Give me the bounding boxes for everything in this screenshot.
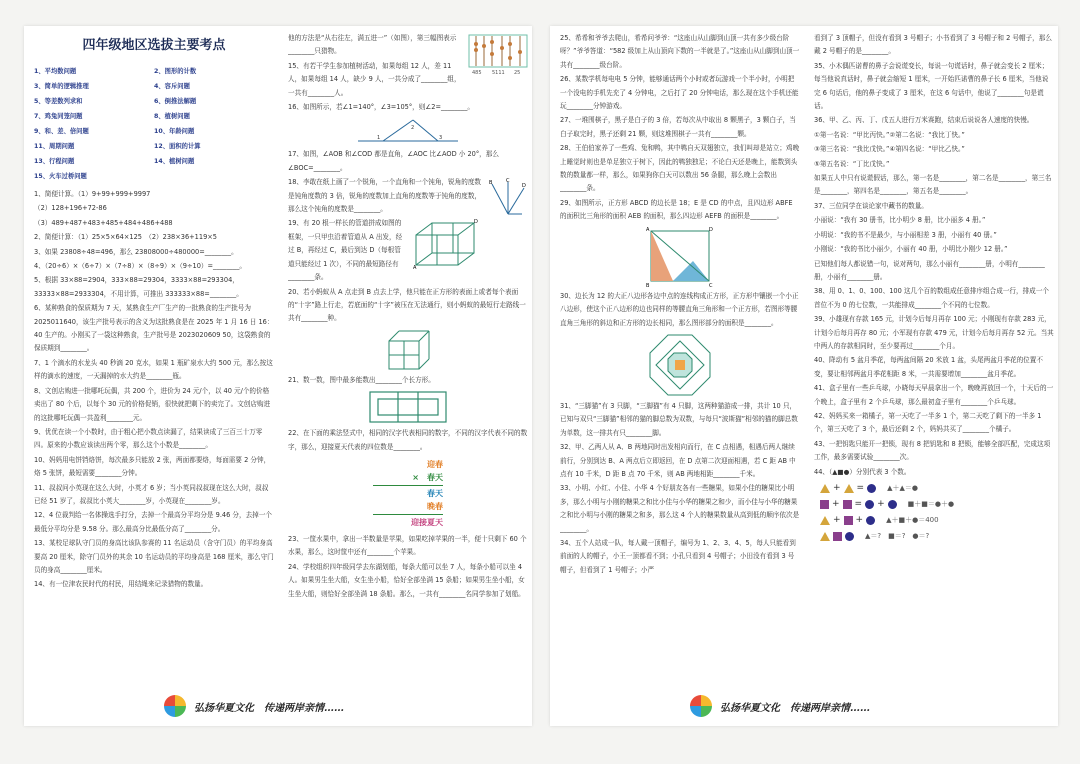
mult-row: × 春天 — [412, 472, 443, 482]
question: 26、某数学机每电电 5 分钟，能够通话两个小时或者玩游戏一个半小时，小明把一个没电的手机先充了 4 分钟电，之后打了 20 分钟电话，那么现在这个手机还能玩________分钟游戏。 — [560, 75, 799, 111]
puzzle-row — [820, 528, 1054, 544]
question: 15、有若干学生参加植树活动，如果每组 12 人，差 11 人，如果每组 14 人，缺少 9 人，一共分成了________组，一共有________人。 — [288, 61, 461, 97]
triangle-icon — [820, 516, 830, 525]
question: 20、若小蚂蚁从 A 点走到 B 点去上学，他只能在正方形的表面上或者每个表面的“十字”路上行走，若底面的“十字”被压在无法通行，则小蚂蚁的最短行走路线一共有________种。 — [288, 287, 526, 323]
question: ③第三名说：“我比戊快。”④第四名说：“甲比乙快。” — [814, 145, 965, 154]
puzzle-text: ▲＋▲＝● — [887, 484, 918, 492]
question: 11、叔叔问小英现在这么大时，小英才 6 岁；当小英同叔叔现在这么大时，叔叔已经 51 岁了，叔叔比小英大________岁，小英现在________岁。 — [34, 483, 269, 505]
question: 9、优优在读一个小数时，由于粗心把小数点读漏了，结果读成了三百三十万零四。原来的小数应该读出两个零，那么这个小数是________。 — [34, 427, 263, 450]
topic-item: 4、容斥问题 — [154, 83, 190, 90]
circle-icon — [867, 484, 876, 493]
page-title: 四年级地区选拔主要考点 — [82, 38, 226, 53]
svg-text:1: 1 — [377, 135, 381, 142]
question: 看到了 3 顶帽子，但没有看到 3 号帽子；小书看到了 3 号帽子和 2 号帽子，那么戴 2 号帽子的是________。 — [814, 34, 1052, 56]
question: 31、“三脚猫”有 3 只脚，“三脚猫”有 4 只脚，这两种猫游成一排，共计 10 只，已知与双只“三脚猫”相邻的猫的脚总数为双数，与每只“波斯猫”相邻的猫的脚总数为单数，这一排共有只________脚。 — [560, 401, 798, 437]
question: 17、如图，∠AOB 和∠COD 都是直角，∠AOC 比∠AOD 小 20°，那么∠BOC=________。 — [288, 150, 499, 172]
tally-label: 25 — [514, 70, 521, 76]
svg-text:A: A — [646, 226, 650, 233]
topic-item: 6、倒推法解题 — [154, 98, 197, 105]
left-column-2 — [288, 32, 528, 686]
tally-figure — [468, 34, 528, 76]
question: 43、一把钥匙只能开一把锁，现有 8 把钥匙和 8 把锁，能够全部匹配，完成这项工作，最多需要试验________次。 — [814, 439, 1051, 462]
svg-text:C: C — [506, 178, 510, 185]
question: 21、数一数，图中最多能数出________个长方形。 — [288, 375, 435, 384]
circle-icon — [866, 516, 875, 525]
topic-item: 8、植树问题 — [154, 113, 190, 120]
question: 41、盒子里有一些乒乓球，小晓每天早晨拿出一个，晚晚再放回一个，十天后的一个晚上，盒子里有 2 个乒乓球，那么最初盒子里有________个乒乓球。 — [814, 384, 1054, 406]
question: 13、某校足球队守门员的身高比该队参赛的 11 名运动员（含守门员）的平均身高要高 20 厘米，除守门员外的其余 10 名运动员的平均身高是 168 厘米，那么守门员的身高________厘米。 — [34, 539, 274, 574]
brand-slogan: 弘扬华夏文化 传递两岸亲情…… — [720, 702, 870, 714]
topic-item: 7、鸡兔同笼问题 — [34, 113, 83, 120]
brand-logo-icon — [690, 695, 712, 717]
question: 5、根据 33×88=2904，333×88=29304，3333×88=293304，33333×88=2933304，不用计算，可推出 333333×88=________。 — [34, 276, 243, 298]
angle-figure-16 — [353, 117, 463, 145]
question: 18、李敢在纸上画了一个锐角，一个直角和一个钝角，锐角的度数是钝角度数的 3 倍，锐角的度数加上直角的度数等于钝角的度数，那么这个钝角的度数是________。 — [288, 178, 482, 214]
svg-text:B: B — [489, 180, 493, 187]
circle-icon — [865, 500, 874, 509]
topic-item: 2、图形的计数 — [154, 68, 197, 75]
topic-item: 3、简单的逻辑推理 — [34, 83, 89, 90]
right-footer — [690, 694, 870, 718]
square-icon — [843, 500, 852, 509]
question: 1、简便计算。（1）9+99+999+9997 — [34, 190, 151, 198]
mult-row: 春天 — [427, 488, 443, 498]
question: 12、4 位裁判给一名体操选手打分，去掉一个最高分平均分是 9.46 分，去掉一个最低分平均分是 9.58 分。那么最高分比最低分高了________分。 — [34, 511, 272, 533]
multiplication-puzzle — [373, 458, 443, 529]
circle-icon — [845, 532, 854, 541]
mult-row: 晚春 — [427, 501, 443, 511]
tally-label: 485 — [472, 70, 482, 76]
question: 44、（▲■●）分别代表 3 个数。 — [814, 467, 911, 476]
question: 24、学校组织四年级同学去东湖划船，每条大船可以坐 7 人，每条小船可以坐 4 人。如果男生坐大船，女生坐小船，恰好全部坐满 15 条船；如果男生坐小船，女生坐大船，则恰好全部坐满 18 条船。那么，一共有________名同学参加了划船。 — [288, 562, 525, 598]
question: 42、妈妈买来一箱橘子，第一天吃了一半多 1 个，第二天吃了剩下的一半多 1 个，第三天吃了 3 个，最后还剩 2 个，妈妈共买了________个橘子。 — [814, 411, 1042, 434]
puzzle-row: + = ▲＋▲＝● — [820, 480, 1054, 496]
question: 37、三位同学在谈论家中藏书的数量。 — [814, 201, 928, 210]
question: 10、妈妈用电饼铛烙饼，每次最多只能放 2 张，两面都要烙，每面需要 2 分钟，烙 5 张饼，最短需要________分钟。 — [34, 455, 271, 478]
question: 33、小明、小红、小佳、小华 4 个好朋友各有一些糖果，如果小佳的糖果比小明多，那么小明与小刚的糖果之和比小佳与小华的糖果之和少，而小佳与小华的糖果之和比小明与小刚的糖果之和多，那么这 4 个人的糖果数量从高到低的顺序依次是________。 — [560, 484, 800, 533]
topic-item: 1、平均数问题 — [34, 68, 77, 75]
right-column-2 — [814, 32, 1054, 686]
right-page — [550, 26, 1058, 726]
question: 40、降动有 5 盆月季花，每两盆间隔 20 米放 1 盆，头尾两盆月季花的位置不变，要让相邻两盆月季花相距 8 米，一共需要增加________盆月季花。 — [814, 356, 1043, 378]
topic-item: 10、年龄问题 — [154, 128, 195, 135]
svg-text:D: D — [709, 226, 713, 233]
octagon-figure — [648, 333, 712, 397]
question: 35、小木偶匹诺曹的鼻子会说谎变长，每说一句谎话时，鼻子就会变长 2 厘米；每当他说真话时，鼻子就会缩短 1 厘米，一开始匹诺曹的鼻子长 6 厘米，当他说完 6 句话后，他的鼻子变成了 3 厘米，在这 6 句话中，他说了________句是谎话。 — [814, 61, 1049, 111]
question: 28、王伯伯家养了一些鸡、兔和鸭，其中鸭自天双翅独立，我们叫却是站立；鸡晚上睡觉时则也是单足独立于树下，因此的鸭独独足；不论白天还是晚上，能数到头数的数量都一样，那么，如果狗你白天可以数出 56 条腿，那么晚上会数出________条。 — [560, 144, 800, 193]
question: （3）489+487+483+485+484+486+488 — [34, 218, 173, 227]
topic-item: 9、和、差、倍问题 — [34, 128, 89, 135]
puzzle-row: + + ▲＋■＋●＝400 — [820, 512, 1054, 528]
question: 25、希希和爷爷去爬山，希希问爷爷：“这座山从山脚到山顶一共有多少级台阶呀？”爷爷答道：“582 级加上从山顶向下数的一半就是了。”这座山从山脚到山顶一共有________级台阶。 — [560, 34, 800, 69]
topic-item: 15、火车过桥问题 — [34, 173, 87, 180]
topic-item: 14、植树问题 — [154, 158, 195, 165]
mult-row: 迎春 — [427, 459, 443, 469]
question: 38、用 0、1、0、100、100 这几个百的数组成任意排序组合成一行，排成一个首位不为 0 的七位数，一共能排成________个不同的七位数。 — [814, 287, 1049, 309]
question: 7、1 个滴水的水龙头 40 秒滴 20 克水，如果 1 瓶矿泉水大约 500 元，那么按这样的滴水的速度，一天漏掉的水大约是________瓶。 — [34, 358, 273, 381]
svg-text:2: 2 — [411, 125, 415, 132]
angle-figure-17 — [488, 178, 528, 218]
brand-logo-icon — [164, 695, 186, 717]
question: 小明说：“我的书不是最少，与小丽相差 3 册，小丽有 40 册。” — [814, 230, 997, 239]
question: 29、如图所示，正方形 ABCD 的边长是 18；E 是 CD 的中点，且四边形 ABFE 的面积比三角形的面积 AEB 的面积，那么四边形 AEFB 的面积是________。 — [560, 198, 793, 221]
question: 如果五人中只有说谎假话，那么，第一名是________，第二名是________，第三名是________，第四名是________，第五名是________。 — [814, 174, 1052, 196]
left-footer — [164, 694, 344, 718]
topic-item: 12、面积的计算 — [154, 143, 201, 150]
square-icon — [833, 532, 842, 541]
topic-item: 11、周期问题 — [34, 143, 75, 150]
question: 22、在下面的乘法竖式中，相同的汉字代表相同的数字，不同的汉字代表不同的数字，那么，迎接夏天代表的四位数是________。 — [288, 429, 528, 451]
symbol-puzzle — [814, 480, 1054, 544]
cube-frame-figure — [412, 219, 482, 269]
square-icon — [844, 516, 853, 525]
topic-item: 13、行程问题 — [34, 158, 75, 165]
question: 34、五个人站成一队，每人戴一顶帽子，编号为 1、2、3、4、5，每人只能看到前面的人的帽子，小王一顶都看不到；小孔只看到 4 号帽子；小田没有看到 3 号帽子，但看到了 1 号帽子；小严 — [560, 538, 796, 574]
topic-item: 5、等差数列求和 — [34, 98, 83, 105]
question: 小刚说：“我的书比小丽少，小丽有 40 册，小明比小刚少 12 册。” — [814, 245, 1008, 254]
question: 小丽说：“我有 30 册书，比小明少 8 册，比小丽多 4 册。” — [814, 216, 986, 225]
right-column-1 — [560, 32, 800, 686]
question: （2）128+196+72-86 — [34, 204, 107, 213]
puzzle-text: ▲＋■＋●＝400 — [886, 516, 939, 524]
question: 36、甲、乙、丙、丁、戊五人进行万米赛跑，结束后说说各人速度的快慢。 — [814, 116, 1034, 125]
question: 6、某种熟食的保质期为 7 天，某熟食生产厂生产的一批熟食的生产批号为 2025011640，该生产批号表示的含义为这批熟食是在 2025 年 1 月 16 日 16：40 生产的。小刚买了一袋这种熟食，生产批号是 2023020609 50，这袋熟食的保质期到________。 — [34, 304, 274, 353]
cube-grid-figure — [385, 329, 431, 371]
svg-text:A: A — [413, 265, 417, 270]
circle-icon — [888, 500, 897, 509]
topic-list — [34, 64, 274, 184]
question: 16、如图所示，若∠1=140°，∠3=105°，则∠2=________。 — [288, 103, 474, 112]
question: 已知他们每人都说错一句，说对两句，那么小丽有________册，小明有________册，小丽有________册。 — [814, 259, 1045, 281]
question: 8、文创店购进一批哪吒玩偶，共 200 个，进价为 24 元/个，以 40 元/个的价格卖出了 80 个后，以每个 30 元的价格促销，很快就把剩下的卖完了。文创店购进的这批哪吒玩偶一共盈利________元。 — [34, 386, 271, 422]
svg-text:B: B — [646, 282, 650, 287]
question: 27、一堆围棋子，黑子是白子的 3 倍，若每次从中取出 8 颗黑子，3 颗白子，当白子取完时，黑子还剩 21 颗，则这堆围棋子一共有________颗。 — [560, 116, 796, 138]
question: 14、有一位津农民时代的村民，用结绳来记录猎物的数量。 — [34, 580, 208, 589]
question: 他的方法是“从右往左，满五进一”（如图），第三幅图表示________只猎物。 — [288, 34, 457, 56]
question: ⑤第五名说：“丁比戊快。” — [814, 159, 890, 168]
question: 30、边长为 12 的大正八边形各边中点的连线构成正方形，正方形中镶嵌一个小正八边形，使这个正八边形的边也同样的等腰直角三角形和一个正方形，若图形等腰直角三角形的斜边和正方形的边长相同，那么图形部分的面积是________。 — [560, 291, 799, 327]
question: 4、（20÷6）×（6÷7）×（7÷8）×（8÷9）×（9÷10）=________。 — [34, 262, 246, 271]
puzzle-text: ▲＝? ■＝? ●＝? — [865, 532, 930, 540]
svg-text:D: D — [522, 183, 526, 190]
left-column-1 — [34, 32, 274, 686]
square-area-figure — [645, 227, 715, 287]
question: ①第一名说：“甲比丙快。”②第二名说：“我比丁快。” — [814, 130, 965, 139]
square-icon — [820, 500, 829, 509]
puzzle-row: + = + ■＋■＝●＋● — [820, 496, 1054, 512]
question: 32、甲、乙两人从 A、B 两地同时出发相向而行，在 C 点相遇，相遇后两人继续前行，分别到达 B、A 两点后立即返回，在 D 点第二次迎面相遇，若 C 距 AB 中点有 10 千米，D 距 B 点 70 千米，则 AB 两地相距________千米。 — [560, 443, 796, 478]
mult-row: 迎接夏天 — [411, 517, 443, 527]
svg-text:C: C — [709, 282, 713, 287]
svg-text:D: D — [474, 219, 478, 226]
triangle-icon — [820, 484, 830, 493]
svg-text:3: 3 — [439, 135, 443, 142]
question: 3、如果 23808÷48=496，那么 23808000÷480000=________。 — [34, 247, 238, 256]
question: 2、简便计算：（1）25×5×64×125 （2）238×36+119×5 — [34, 233, 217, 242]
tally-label: 5111 — [492, 70, 505, 76]
brand-slogan: 弘扬华夏文化 传递两岸亲情…… — [194, 702, 344, 714]
rectangle-count-figure — [368, 390, 448, 424]
puzzle-text: ■＋■＝●＋● — [907, 500, 955, 508]
triangle-icon — [820, 532, 830, 541]
question: 23、一筐水果中，拿出一半数量是苹果，如果吃掉苹果的一半，便十只剩下 60 个水果，那么，这时筐中还有________个苹果。 — [288, 534, 527, 557]
triangle-icon — [844, 484, 854, 493]
question: 39、小雄现有存款 165 元，计划今后每月再存 100 元；小刚现有存款 283 元，计划今后每月再存 80 元；小军现有存款 479 元，计划今后每月再存 52 元。当其中两人的存款相同时，至少要再过________个月。 — [814, 315, 1054, 350]
question: 19、有 20 根一样长的管道拼成如图的框架，一只甲虫沿着管道从 A 出发，经过 B，再经过 C，最后到达 D（每根管道只能经过 1 次），不同的最短路径有________条。 — [288, 219, 403, 282]
left-page — [24, 26, 532, 726]
